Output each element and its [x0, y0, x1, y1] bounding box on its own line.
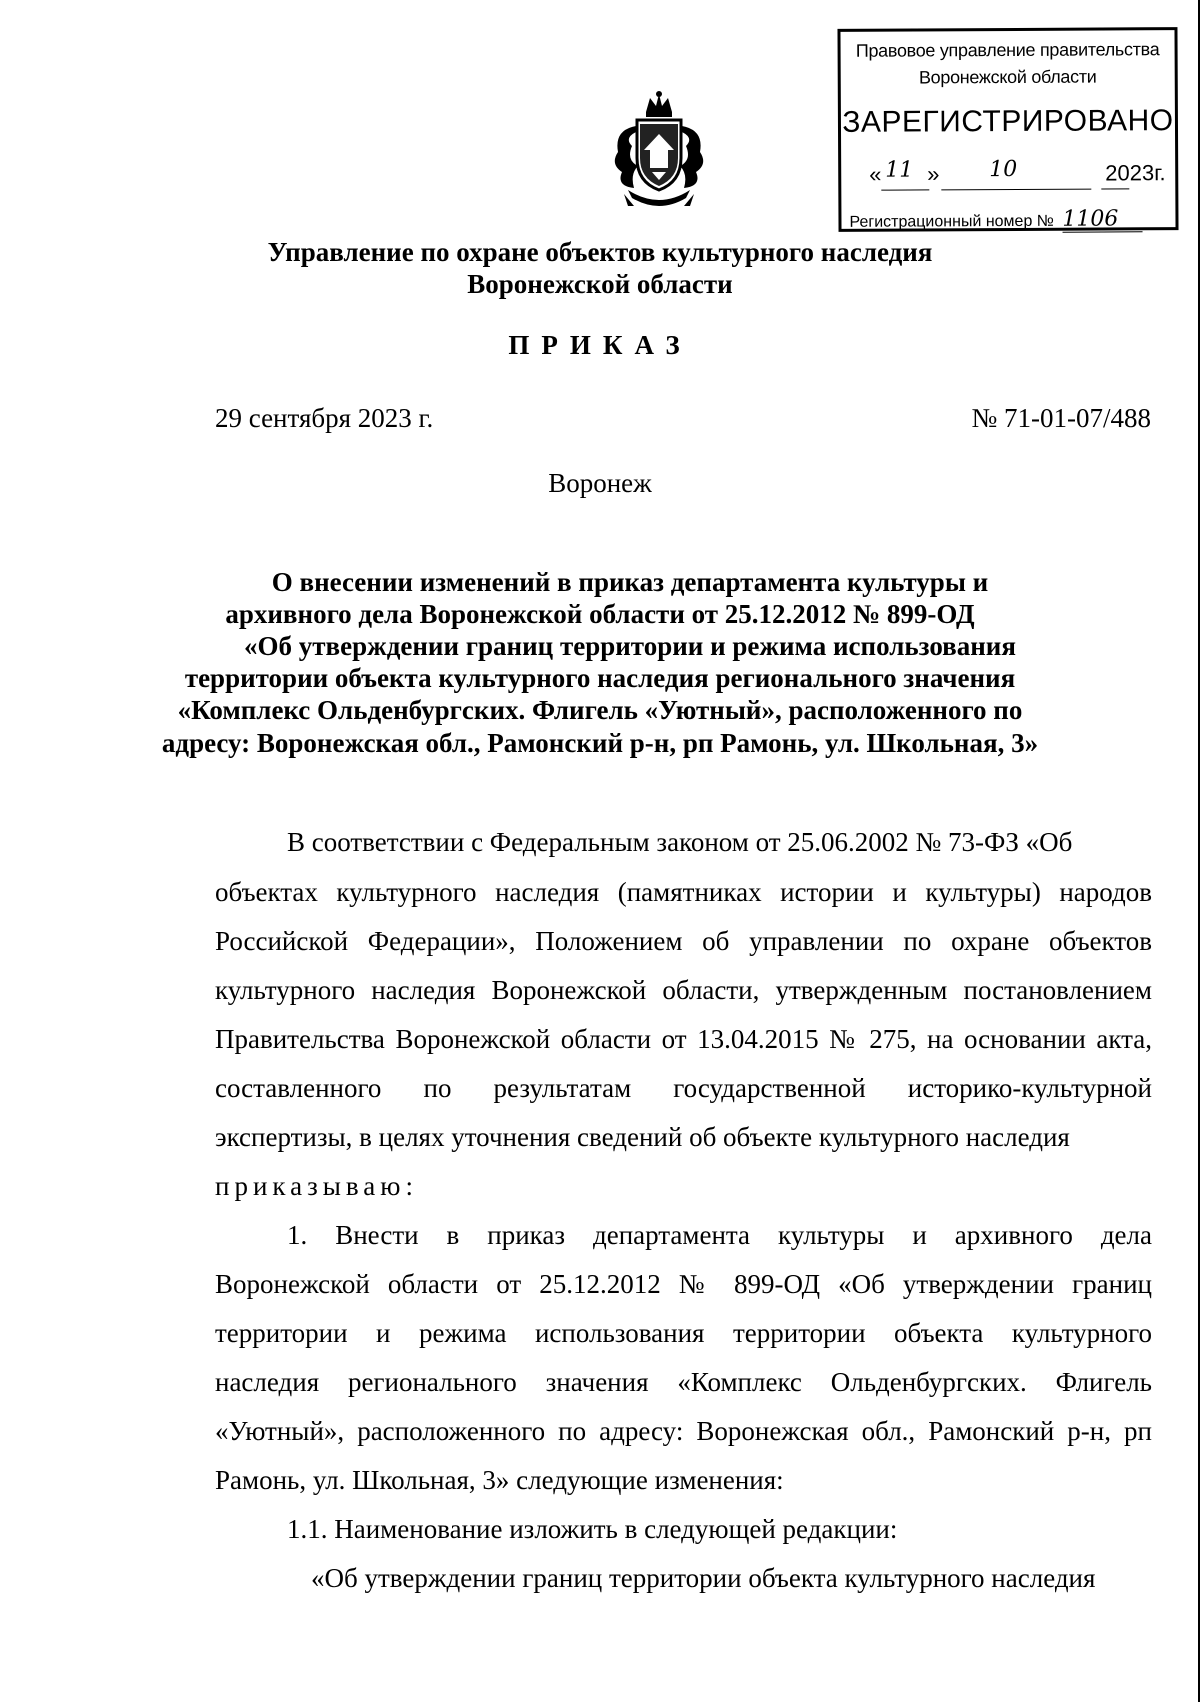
subject-line: «Об утверждении границ территории и режима использования	[244, 631, 1016, 661]
registration-stamp	[837, 27, 1178, 232]
stamp-authority	[841, 36, 1175, 92]
subject-line: адресу: Воронежская обл., Рамонский р-н, рп Рамонь, ул. Школьная, 3»	[161, 728, 1039, 758]
stamp-regno: Регистрационный номер № 1106	[849, 206, 1142, 234]
subject-line: О внесении изменений в приказ департамента культуры и	[271, 567, 989, 597]
subject-line: «Комплекс Ольденбургских. Флигель «Уютный», расположенного по	[177, 695, 1023, 725]
stamp-date: « 11 » 10 2023г.	[869, 154, 1169, 196]
body-line: Правительства Воронежской области от 13.04.2015 № 275, на основании акта,	[215, 1024, 1152, 1054]
body-line: составленного по результатам государственной историко-культурной	[215, 1073, 1152, 1103]
order-date: 29 сентября 2023 г.	[215, 403, 434, 433]
item-1-line: наследия регионального значения «Комплекс Ольденбургских. Флигель	[215, 1367, 1152, 1397]
stamp-registered: ЗАРЕГИСТРИРОВАНО	[842, 104, 1174, 139]
body-line: Российской Федерации», Положением об управлении по охране объектов	[215, 926, 1152, 956]
order-word: приказываю:	[215, 1171, 418, 1201]
stamp-line1: Правовое управление правительства	[855, 39, 1160, 61]
item-1-line: «Уютный», расположенного по адресу: Воронежская обл., Рамонский р-н, рп	[215, 1416, 1152, 1446]
body-line: экспертизы, в целях уточнения сведений об объекте культурного наследия	[215, 1122, 1070, 1152]
agency-name-line2: Воронежской области	[467, 269, 733, 299]
item-1-line: Воронежской области от 25.12.2012 № 899-ОД «Об утверждении границ	[215, 1269, 1152, 1299]
stamp-regno-value: 1106	[1062, 206, 1142, 232]
quote-start: «Об утверждении границ территории объекта культурного наследия	[311, 1563, 1096, 1593]
stamp-line2: Воронежской области	[918, 66, 1097, 88]
stamp-year: 2023г.	[1105, 160, 1166, 186]
body-line: объектах культурного наследия (памятниках истории и культуры) народов	[215, 877, 1152, 907]
document-type: ПРИКАЗ	[508, 330, 692, 360]
coat-of-arms-icon	[604, 90, 714, 208]
item-1-line: Рамонь, ул. Школьная, 3» следующие изменения:	[215, 1465, 784, 1495]
item-1-line: территории и режима использования территории объекта культурного	[215, 1318, 1152, 1348]
subject-line: архивного дела Воронежской области от 25.12.2012 № 899-ОД	[225, 599, 975, 629]
order-city: Воронеж	[548, 468, 652, 498]
stamp-month: 10	[989, 156, 1018, 183]
item-1-line: 1. Внести в приказ департамента культуры и архивного дела	[287, 1220, 1152, 1250]
body-line: культурного наследия Воронежской области, утвержденным постановлением	[215, 975, 1152, 1005]
body-line: В соответствии с Федеральным законом от 25.06.2002 № 73-ФЗ «Об	[287, 827, 1073, 857]
subject-line: территории объекта культурного наследия регионального значения	[184, 663, 1016, 693]
stamp-day: 11	[885, 157, 914, 183]
item-1-1: 1.1. Наименование изложить в следующей редакции:	[287, 1514, 898, 1544]
order-number: № 71-01-07/488	[971, 403, 1151, 433]
agency-name-line1: Управление по охране объектов культурного наследия	[267, 237, 933, 267]
